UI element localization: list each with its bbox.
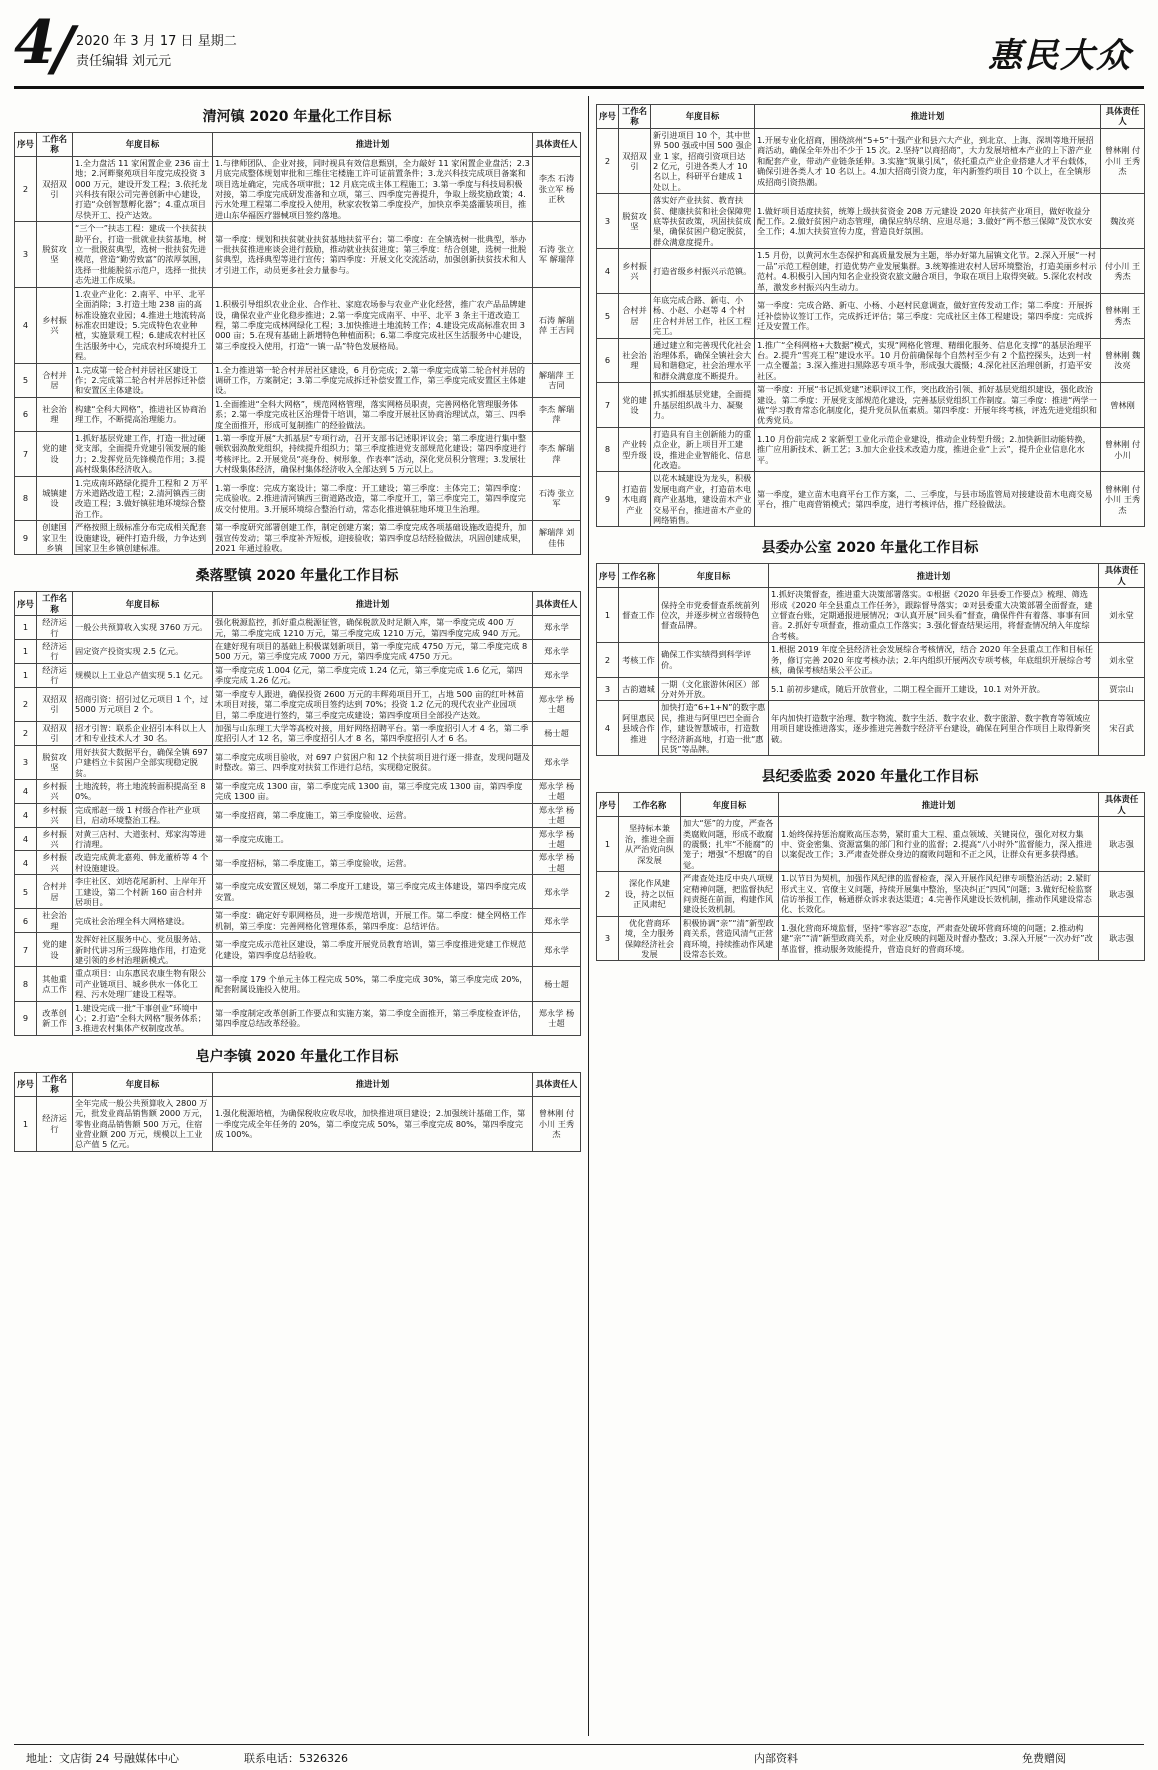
column-divider xyxy=(588,96,589,1736)
footer-free: 免费赠阅 xyxy=(1022,1752,1066,1765)
column-header: 年度目标 xyxy=(681,793,779,817)
responsible-person: 郑永学 杨士超 xyxy=(533,851,581,875)
row-number: 3 xyxy=(597,916,619,961)
work-name: 合村并居 xyxy=(37,875,73,909)
progress-plan: 1.全力推进第一轮合村并居社区建设，6 月份完成；2.第一季度完成第二轮合村并居的调研工作，方案制定；3.第二季度完成拆迁补偿安置工作，第三季度完成安置区主体建设。 xyxy=(213,363,533,397)
column-header: 具体责任人 xyxy=(1101,105,1145,129)
footer-address: 地址：文店街 24 号融媒体中心 xyxy=(26,1752,179,1765)
responsible-person: 曾林刚 付小川 王秀杰 xyxy=(533,1096,581,1151)
qinghe-table xyxy=(14,132,581,555)
progress-plan: 5.1 前初步建成，随后开放营业，二期工程全面开工建设，10.1 对外开放。 xyxy=(769,677,1099,701)
responsible-person: 李杰 解瑞萍 xyxy=(533,431,581,476)
table-row xyxy=(15,803,581,827)
row-number: 7 xyxy=(15,933,37,967)
table-row xyxy=(15,827,581,851)
row-number: 1 xyxy=(15,616,37,640)
row-number: 2 xyxy=(597,128,619,193)
annual-goal: 用好扶贫大数据平台，确保全镇 697 户建档立卡贫困户全部实现稳定脱贫。 xyxy=(73,745,213,779)
progress-plan: 1.第一季度：完成方案设计；第二季度：开工建设；第三季度：主体完工；第四季度：完成验收。2.推进清河镇西三街道路改造，第二季度开工，第三季度完工，第四季度完成交付使用。3.开展环境综合整治行动，常态化推进镇驻地环境卫生治理。 xyxy=(213,476,533,521)
column-header: 推进计划 xyxy=(769,564,1099,588)
annual-goal: 加大“惩”的力度，严查各类腐败问题，形成不敢腐的震慑；扎牢“不能腐”的笼子；增强“不想腐”的自觉。 xyxy=(681,817,779,872)
column-header: 年度目标 xyxy=(651,105,755,129)
annual-goal: “三个一”扶志工程：建成一个扶贫扶助平台，打造一批就业扶贫基地，树立一批脱贫典型，选树一批扶贫先进模范，营造“勤劳致富”的浓厚氛围，选择一批能脱贫示范户，选择一批扶志先进工作成果。 xyxy=(73,222,213,287)
annual-goal: 严格按照上级标准分布完成相关配套设施建设，硬件打造升级，力争达到国家卫生乡镇创建标准。 xyxy=(73,521,213,555)
row-number: 4 xyxy=(597,249,619,294)
column-header: 序号 xyxy=(597,105,619,129)
responsible-person: 曾林刚 付小川 王秀杰 xyxy=(1101,472,1145,527)
county-office-table xyxy=(596,563,1145,756)
progress-plan: 1.抓好决策督查，推进重大决策部署落实。①根据《2020 年县委工作要点》梳理、筛选形成《2020 年全县重点工作任务》，跟踪督导落实；②对县委重大决策部署全面督查，建立督查台账，定期通报进展情况；③认真开展“回头看”督查，确保件件有着落、事事有回音。2.抓好专项督查，推动重点工作落实；3.强化督查结果运用，将督查情况纳入年度综合考核。 xyxy=(769,588,1099,643)
table-row xyxy=(15,1001,581,1035)
progress-plan: 1.开展专业化招商，围绕滨州“5+5”十强产业和县六大产业，到北京、上海、深圳等地开展招商活动，确保全年外出不少于 15 次。2.坚持“以商招商”，大力发展培植本产业的上下游产业和配套产业，带动产业链条延伸。3.实施“筑巢引凤”，依托重点产业企业搭建人才平台载体，确保引进各类人才 10 名以上。4.加大招商引资力度，年内新签约项目 10 个以上，在全镇形成招商引资热潮。 xyxy=(755,128,1101,193)
table-row xyxy=(15,663,581,687)
annual-goal: 打造具有自主创新能力的重点企业，新上项目开工建设，推进企业智能化、信息化改造。 xyxy=(651,427,755,472)
progress-plan: 1.始终保持惩治腐败高压态势，紧盯重大工程、重点领域、关键岗位，强化对权力集中、资金密集、资源富集的部门和行业的监督；2.提高“八小时外”监督能力，深入推进以案促改工作；3.严肃查处群众身边的腐败问题和不正之风，让群众有更多获得感。 xyxy=(779,817,1099,872)
responsible-person: 郑永学 xyxy=(533,875,581,909)
row-number: 2 xyxy=(15,156,37,221)
column-header: 年度目标 xyxy=(659,564,769,588)
responsible-person: 郑永学 xyxy=(533,616,581,640)
table-header-row xyxy=(15,592,581,616)
progress-plan: 1.与律师团队、企业对接，同时视具有效信息甄别，全力敲好 11 家闲置企业盘活；2.3 月底完成整体规划审批和三维住宅楼施工许可证前置条件；3.龙兴科技完成项目备案和项目选址确定，完成各项审批；12 月底完成主体工程施工；3.第一季度与科技局积极对接，第二季度完成研发准备和立项，第三、四季度完善提升，争取上级奖励政策；4.污水处理工程第二季度投入使用，秋家农牧第二季度投产，加快京季美盛灌装项目，推进山东华福医疗器械项目签约落地。 xyxy=(213,156,533,221)
responsible-person: 杨士超 xyxy=(533,721,581,745)
table-row xyxy=(15,721,581,745)
responsible-person: 郑永学 xyxy=(533,933,581,967)
annual-goal: 严肃查处违反中央八项规定精神问题，把监督执纪问责挺在前面，构建作风建设长效机制。 xyxy=(681,872,779,917)
annual-goal: 确保工作实绩得到科学评价。 xyxy=(659,643,769,677)
work-name: 社会治理 xyxy=(37,397,73,431)
responsible-person: 郑永学 杨士超 xyxy=(533,827,581,851)
work-name: 古韵遗城 xyxy=(619,677,659,701)
row-number: 4 xyxy=(15,779,37,803)
table-row xyxy=(15,431,581,476)
annual-goal: 保持全市党委督查系统前列位次，并逐步树立省级特色督查品牌。 xyxy=(659,588,769,643)
row-number: 4 xyxy=(15,851,37,875)
annual-goal: 固定资产投资实现 2.5 亿元。 xyxy=(73,640,213,664)
progress-plan: 第一季度制定改革创新工作要点和实施方案，第二季度全面推开，第三季度检查评估，第四季度总结改革经验。 xyxy=(213,1001,533,1035)
row-number: 3 xyxy=(15,745,37,779)
responsible-person: 李杰 石涛 张立军 杨正秋 xyxy=(533,156,581,221)
table-row xyxy=(597,194,1145,249)
row-number: 3 xyxy=(597,677,619,701)
column-header: 工作名称 xyxy=(619,793,681,817)
masthead xyxy=(14,8,1144,84)
fuhuli-table xyxy=(14,1072,581,1152)
table-header-row xyxy=(15,133,581,157)
annual-goal: 土地流转，将土地流转面积提高至 80%。 xyxy=(73,779,213,803)
right-column xyxy=(596,104,1144,961)
row-number: 4 xyxy=(597,701,619,756)
row-number: 8 xyxy=(15,476,37,521)
row-number: 6 xyxy=(15,909,37,933)
table-row xyxy=(15,687,581,721)
table-row xyxy=(15,909,581,933)
progress-plan: 1.推广“全科网格+大数据”模式，实现“网格化管理、精细化服务、信息化支撑”的基层治理平台。2.提升“雪亮工程”建设水平。10 月份前确保每个自然村至少有 2 个监控探头，达到一村一点全覆盖；3.深入推进扫黑除恶专项斗争，形成强大震慑；4.深化社区治理创新，打造平安社区。 xyxy=(755,338,1101,383)
column-header: 序号 xyxy=(597,564,619,588)
page-footer xyxy=(14,1744,1144,1765)
row-number: 1 xyxy=(15,640,37,664)
responsible-person: 魏汝亮 xyxy=(1101,194,1145,249)
progress-plan: 第一季度专人跟进，确保投资 2600 万元的丰辉苑项目开工，占地 500 亩的红叶林苗木项目对接，第二季度完成项目签约达到 70%；投资 1.2 亿元的现代农业产业园项目，第二季度进行签约，第三季度完成建设；第四季度项目全部投产达效。 xyxy=(213,687,533,721)
annual-goal: 年底完成合路、新屯、小杨、小赵、小赵等 4 个村庄合村并居工作，社区工程完工。 xyxy=(651,293,755,338)
row-number: 7 xyxy=(15,431,37,476)
annual-goal: 构建“全科大网格”，推进社区协商治理工作，不断提高治理能力。 xyxy=(73,397,213,431)
annual-goal: 一般公共预算收入实现 3760 万元。 xyxy=(73,616,213,640)
work-name: 督查工作 xyxy=(619,588,659,643)
responsible-person: 杨士超 xyxy=(533,967,581,1001)
work-name: 城镇建设 xyxy=(37,476,73,521)
annual-goal: 一期（文化旅游休闲区）部分对外开放。 xyxy=(659,677,769,701)
table-header-row xyxy=(597,105,1145,129)
sangluoshu-title: 桑落墅镇 2020 年量化工作目标 xyxy=(195,568,399,585)
table-row xyxy=(597,472,1145,527)
responsible-person: 刘永堂 xyxy=(1099,588,1145,643)
progress-plan: 1.根据 2019 年度全县经济社会发展综合考核情况，结合 2020 年全县重点工作和目标任务，修订完善 2020 年度考核办法；2.年内组织开展两次专项考核，年底组织开展综合考核，确保考核结果公平公正。 xyxy=(769,643,1099,677)
table-row xyxy=(15,397,581,431)
row-number: 2 xyxy=(597,643,619,677)
progress-plan: 第一季度招标，第二季度施工，第三季度验收，运营。 xyxy=(213,851,533,875)
table-header-row xyxy=(597,564,1145,588)
progress-plan: 第二季度完成项目验收，对 697 户贫困户和 12 个扶贫项目进行逐一排查，发现问题及时整改。第三、四季度对扶贫工作进行总结，实现稳定脱贫。 xyxy=(213,745,533,779)
progress-plan: 1.做好项目适度扶贫，统筹上级扶贫资金 208 万元建设 2020 年扶贫产业项目，做好收益分配工作。2.做好贫困户动态管理，确保应纳尽纳、应退尽退；3.做好“两不愁三保障”及饮水安全工作；4.加大扶贫宣传力度，营造良好氛围。 xyxy=(755,194,1101,249)
annual-goal: 打造省级乡村振兴示范镇。 xyxy=(651,249,755,294)
progress-plan: 1.以节日为契机，加强作风纪律的监督检查，深入开展作风纪律专项整治活动；2.紧盯形式主义、官僚主义问题，持续开展集中整治，坚决纠正“四风”问题；3.做好纪检监察信访举报工作，畅通群众诉求表达渠道；4.完善作风建设长效机制，推动作风建设常态化、长效化。 xyxy=(779,872,1099,917)
responsible-person: 刘永堂 xyxy=(1099,643,1145,677)
annual-goal: 全年完成一般公共预算收入 2800 万元，批发业商品销售额 2000 万元，零售业商品销售额 500 万元，住宿业营业额 200 万元，规模以上工业总产值 5 亿元。 xyxy=(73,1096,213,1151)
table-row xyxy=(15,640,581,664)
progress-plan: 1.强化税源培植，为确保税收应收尽收，加快推进项目建设；2.加强统计基础工作，第一季度完成全年任务的 20%，第二季度完成 50%，第三季度完成 80%，第四季度完成 100%。 xyxy=(213,1096,533,1151)
responsible-person: 石涛 张立军 xyxy=(533,476,581,521)
work-name: 打造苗木电商产业 xyxy=(619,472,651,527)
responsible-person: 石涛 解瑞萍 王吉同 xyxy=(533,287,581,363)
progress-plan: 1.强化营商环境监督，坚持“零容忍”态度，严肃查处破坏营商环境的问题；2.推动构建“亲”“清”新型政商关系，对企业反映的问题及时督办整改；3.深入开展“一次办好”改革监督，推动服务效能提升，营造良好的营商环境。 xyxy=(779,916,1099,961)
sangluoshu-table xyxy=(14,591,581,1035)
table-row xyxy=(597,643,1145,677)
table-row xyxy=(597,916,1145,961)
row-number: 5 xyxy=(15,363,37,397)
footer-note: 内部资料 xyxy=(754,1752,798,1765)
progress-plan: 1.5 月份，以黄河水生态保护和高质量发展为主题，举办好第九届镇文化节。2.深入开展“一村一品”示范工程创建，打造优势产业发展集群。3.统筹推进农村人居环境整治，打造美丽乡村示范村。4.积极引入国内知名企业投资农旅文融合项目，争取在项目上取得突破。5.深化农村改革，激发乡村振兴内生动力。 xyxy=(755,249,1101,294)
responsible-person: 贾宗山 xyxy=(1099,677,1145,701)
row-number: 8 xyxy=(597,427,619,472)
table-row xyxy=(15,521,581,555)
annual-goal: 1.完成南环路绿化提升工程和 2 万平方米道路改造工程；2.清河镇西三街改造工程；3.做好镇驻地环境综合整治工作。 xyxy=(73,476,213,521)
progress-plan: 第一季度完成安置区规划，第二季度开工建设，第三季度完成主体建设，第四季度完成安置。 xyxy=(213,875,533,909)
responsible-person: 曾林刚 魏汝亮 xyxy=(1101,338,1145,383)
work-name: 合村并居 xyxy=(619,293,651,338)
row-number: 9 xyxy=(15,1001,37,1035)
responsible-person: 解瑞萍 王吉同 xyxy=(533,363,581,397)
work-name: 合村并居 xyxy=(37,363,73,397)
column-header: 工作名称 xyxy=(619,564,659,588)
responsible-person: 曾林刚 xyxy=(1101,383,1145,428)
annual-goal: 1.全力盘活 11 家闲置企业 236 亩土地；2.河畔聚苑项目年度完成投资 3000 万元，建设开发工程；3.依托龙兴科技有限公司完善创新中心建设，打造“众创智慧孵化器”；4.重点项目尽快开工、投产达效。 xyxy=(73,156,213,221)
newspaper-brand: 惠民大众 xyxy=(988,36,1132,76)
row-number: 5 xyxy=(597,293,619,338)
table-header-row xyxy=(15,1072,581,1096)
masthead-rule xyxy=(14,86,1144,89)
work-name: 双招双引 xyxy=(37,156,73,221)
page-slash: / xyxy=(52,14,74,84)
county-office-title: 县委办公室 2020 年量化工作目标 xyxy=(761,540,979,557)
work-name: 脱贫攻坚 xyxy=(619,194,651,249)
table-row xyxy=(15,616,581,640)
annual-goal: 1.农业产业化：2.南平、中平、北平全面消除；3.打造土地 238 亩的高标准设施农业园；4.推进土地流转高标准农田建设；5.完成特色农业种植，实施景观工程；6.建成农村社区生活服务中心，完成农村环境提升工程。 xyxy=(73,287,213,363)
work-name: 乡村振兴 xyxy=(619,249,651,294)
right-town-table xyxy=(596,104,1145,527)
work-name: 脱贫攻坚 xyxy=(37,222,73,287)
row-number: 4 xyxy=(15,287,37,363)
page-number: 4 xyxy=(14,8,56,78)
issue-date: 2020 年 3 月 17 日 星期二 xyxy=(76,34,237,49)
progress-plan: 1.积极引导组织农业企业、合作社、家庭农场参与农业产业化经营，推广农产品品牌建设，确保农业产业化稳步推进；2.第一季度完成南平、中平、北平 3 条主干道改造工程，第二季度完成林网绿化工程；3.加快推进土地流转工作；4.建设完成高标准农田 3000 亩；5.在现有基础上新增特色种植面积；6.第二季度完成社区生活服务中心建设，第三季度投入使用，打造“一镇一品”特色发展格局。 xyxy=(213,287,533,363)
work-name: 社会治理 xyxy=(619,338,651,383)
work-name: 产业转型升级 xyxy=(619,427,651,472)
table-row xyxy=(597,817,1145,872)
work-name: 党的建设 xyxy=(37,933,73,967)
work-name: 双招双引 xyxy=(37,687,73,721)
responsible-person: 郑永学 杨士超 xyxy=(533,803,581,827)
work-name: 乡村振兴 xyxy=(37,803,73,827)
table-row xyxy=(597,338,1145,383)
annual-goal: 积极协调“亲”“清”新型政商关系，营造风清气正营商环境，持续推动作风建设常态长效。 xyxy=(681,916,779,961)
column-header: 年度目标 xyxy=(73,592,213,616)
work-name: 坚持标本兼治，推进全面从严治党向纵深发展 xyxy=(619,817,681,872)
table-row xyxy=(597,383,1145,428)
responsible-person: 石涛 张立军 解瑞萍 xyxy=(533,222,581,287)
work-name: 乡村振兴 xyxy=(37,287,73,363)
row-number: 4 xyxy=(15,827,37,851)
row-number: 1 xyxy=(15,663,37,687)
responsible-editor: 责任编辑 刘元元 xyxy=(76,54,172,69)
row-number: 3 xyxy=(15,222,37,287)
table-row xyxy=(597,128,1145,193)
column-header: 工作名称 xyxy=(37,1072,73,1096)
column-header: 具体责任人 xyxy=(1099,564,1145,588)
annual-goal: 落实好产业扶贫、教育扶贫、健康扶贫和社会保障兜底等扶贫政策，巩固扶贫成果，确保贫困户稳定脱贫，群众满意度提升。 xyxy=(651,194,755,249)
table-row xyxy=(597,293,1145,338)
column-header: 年度目标 xyxy=(73,133,213,157)
column-header: 序号 xyxy=(15,133,37,157)
progress-plan: 1.全面推进“全科大网格”，规范网格管理，落实网格员职责，完善网格化管理服务体系；2.第一季度完成社区治理骨干培训，第二季度开展社区协商治理试点，第三、四季度全面推开，形成可复制推广的经验做法。 xyxy=(213,397,533,431)
annual-goal: 以花木城建设为龙头，积极发展电商产业，打造苗木电商产业基地，建设苗木产业交易平台，推进苗木产业的网络销售。 xyxy=(651,472,755,527)
row-number: 6 xyxy=(15,397,37,431)
row-number: 6 xyxy=(597,338,619,383)
work-name: 经济运行 xyxy=(37,663,73,687)
annual-goal: 李庄社区、刘培花尾新村、上岸年开工建设，第二个村新 160 亩合村并居项目。 xyxy=(73,875,213,909)
column-header: 序号 xyxy=(15,592,37,616)
progress-plan: 第一季度完成 1300 亩，第二季度完成 1300 亩，第三季度完成 1300 亩，第四季度完成 1300 亩。 xyxy=(213,779,533,803)
responsible-person: 曾林刚 付小川 xyxy=(1101,427,1145,472)
progress-plan: 第一季度：完成合路、新屯、小杨、小赵村民意调查，做好宣传发动工作；第二季度：开展拆迁补偿协议签订工作，完成拆迁评估；第三季度：完成社区主体工程建设；第四季度：完成拆迁及安置工作。 xyxy=(755,293,1101,338)
progress-plan: 1.第一季度开展“大抓基层”专项行动，召开支部书记述职评议会；第二季度进行集中整顿软弱涣散党组织，持续提升组织力；第三季度推进党支部规范化建设；第四季度进行考核评比。2.开展党员“亮身份、树形象、作表率”活动，深化党员积分管理；3.发展壮大村级集体经济，确保村集体经济收入全部达到 5 万元以上。 xyxy=(213,431,533,476)
progress-plan: 第一季度完成 1.004 亿元，第二季度完成 1.24 亿元，第三季度完成 1.6 亿元，第四季度完成 1.26 亿元。 xyxy=(213,663,533,687)
responsible-person: 曾林刚 王秀杰 xyxy=(1101,293,1145,338)
table-row xyxy=(15,222,581,287)
table-row xyxy=(15,967,581,1001)
column-header: 工作名称 xyxy=(619,105,651,129)
progress-plan: 第一季度完成施工。 xyxy=(213,827,533,851)
column-header: 推进计划 xyxy=(755,105,1101,129)
progress-plan: 强化税源监控，抓好重点税源征管，确保税款及时足额入库，第一季度完成 400 万元，第二季度完成 1210 万元，第三季度完成 1210 万元，第四季度完成 940 万元。 xyxy=(213,616,533,640)
responsible-person: 耿志强 xyxy=(1099,916,1145,961)
responsible-person: 郑永学 xyxy=(533,745,581,779)
row-number: 9 xyxy=(597,472,619,527)
row-number: 1 xyxy=(15,1096,37,1151)
row-number: 8 xyxy=(15,967,37,1001)
footer-phone: 联系电话：5326326 xyxy=(244,1752,348,1765)
progress-plan: 在建好现有项目的基础上积极谋划新项目，第一季度完成 4750 万元，第二季度完成 8500 万元，第三季度完成 7000 万元，第四季度完成 4750 万元。 xyxy=(213,640,533,664)
progress-plan: 第一季度研究部署创建工作，制定创建方案；第二季度完成各项基础设施改造提升，加强宣传发动；第三季度补齐短板，迎接验收；第四季度总结经验做法，巩固创建成果，2021 年通过验收。 xyxy=(213,521,533,555)
annual-goal: 对黄三店村、大道张村、郑家沟等进行清理。 xyxy=(73,827,213,851)
table-row xyxy=(15,287,581,363)
progress-plan: 第一季度 179 个单元主体工程完成 50%，第二季度完成 30%，第三季度完成 20%，配套附属设施投入使用。 xyxy=(213,967,533,1001)
annual-goal: 加快打造“6+1+N”的数字惠民，推进与阿里巴巴全面合作，建设智慧城市，打造数字经济新高地，打造一批“惠民货”等品牌。 xyxy=(659,701,769,756)
work-name: 党的建设 xyxy=(619,383,651,428)
progress-plan: 第一季度：确定好专职网格员，进一步规范培训，开展工作。第二季度：健全网格工作机制，第三季度：完善网格化管理体系，第四季度：总结评估。 xyxy=(213,909,533,933)
annual-goal: 招商引资：招引过亿元项目 1 个，过 5000 万元项目 2 个。 xyxy=(73,687,213,721)
row-number: 4 xyxy=(15,803,37,827)
column-header: 推进计划 xyxy=(779,793,1099,817)
work-name: 优化营商环境，全力服务保障经济社会发展 xyxy=(619,916,681,961)
responsible-person: 李杰 解瑞萍 xyxy=(533,397,581,431)
responsible-person: 宋召武 xyxy=(1099,701,1145,756)
work-name: 经济运行 xyxy=(37,1096,73,1151)
work-name: 乡村振兴 xyxy=(37,827,73,851)
responsible-person: 解瑞萍 刘佳伟 xyxy=(533,521,581,555)
table-row xyxy=(597,677,1145,701)
progress-plan: 第一季度：开展“书记抓党建”述职评议工作，突出政治引领、抓好基层党组织建设，强化政治建设。第二季度：开展党支部规范化建设，完善基层党组织工作制度。第三季度：推进“两学一做”学习教育常态化制度化，提升党员队伍素质。第四季度：开展年终考核，评选先进党组织和优秀党员。 xyxy=(755,383,1101,428)
annual-goal: 1.抓好基层党建工作，打造一批过硬党支部，全面提升党建引领发展的能力；2.发挥党员先锋模范作用；3.提高村级集体经济收入。 xyxy=(73,431,213,476)
column-header: 推进计划 xyxy=(213,1072,533,1096)
column-header: 序号 xyxy=(597,793,619,817)
fuhuli-title: 皂户李镇 2020 年量化工作目标 xyxy=(195,1048,399,1065)
responsible-person: 付小川 王秀杰 xyxy=(1101,249,1145,294)
responsible-person: 郑永学 xyxy=(533,640,581,664)
work-name: 乡村振兴 xyxy=(37,779,73,803)
column-header: 具体责任人 xyxy=(1099,793,1145,817)
progress-plan: 第一季度完成示范社区建设，第二季度开展党员教育培训，第三季度推进党建工作规范化建设，第四季度总结验收。 xyxy=(213,933,533,967)
row-number: 9 xyxy=(15,521,37,555)
work-name: 双招双引 xyxy=(619,128,651,193)
left-column xyxy=(14,100,580,1152)
discipline-table xyxy=(596,792,1145,961)
column-header: 推进计划 xyxy=(213,592,533,616)
annual-goal: 重点项目：山东惠民农康生物有限公司产业链项目、城乡供水一体化工程、污水处理厂建设工程等。 xyxy=(73,967,213,1001)
responsible-person: 耿志强 xyxy=(1099,817,1145,872)
table-row xyxy=(15,1096,581,1151)
column-header: 具体责任人 xyxy=(533,133,581,157)
row-number: 3 xyxy=(597,194,619,249)
table-row xyxy=(15,851,581,875)
work-name: 社会治理 xyxy=(37,909,73,933)
annual-goal: 规模以上工业总产值实现 5.1 亿元。 xyxy=(73,663,213,687)
table-row xyxy=(15,156,581,221)
responsible-person: 曾林刚 付小川 王秀杰 xyxy=(1101,128,1145,193)
column-header: 推进计划 xyxy=(213,133,533,157)
work-name: 乡村振兴 xyxy=(37,851,73,875)
column-header: 序号 xyxy=(15,1072,37,1096)
annual-goal: 完成社会治理全科大网格建设。 xyxy=(73,909,213,933)
annual-goal: 抓实抓细基层党建，全面提升基层组织战斗力、凝聚力。 xyxy=(651,383,755,428)
row-number: 1 xyxy=(597,817,619,872)
work-name: 深化作风建设，持之以恒正风肃纪 xyxy=(619,872,681,917)
column-header: 工作名称 xyxy=(37,133,73,157)
progress-plan: 第一季度，建立苗木电商平台工作方案，二、三季度，与县市场监管局对接建设苗木电商交易平台，推广电商营销模式；第四季度，进行考核评估，推广经验做法。 xyxy=(755,472,1101,527)
row-number: 1 xyxy=(597,588,619,643)
work-name: 经济运行 xyxy=(37,640,73,664)
table-row xyxy=(597,249,1145,294)
annual-goal: 发挥好社区服务中心、党员服务站、新时代讲习所三级阵地作用，打造党建引领的乡村治理新模式。 xyxy=(73,933,213,967)
column-header: 年度目标 xyxy=(73,1072,213,1096)
column-header: 具体责任人 xyxy=(533,1072,581,1096)
row-number: 7 xyxy=(597,383,619,428)
work-name: 考核工作 xyxy=(619,643,659,677)
work-name: 其他重点工作 xyxy=(37,967,73,1001)
column-header: 工作名称 xyxy=(37,592,73,616)
responsible-person: 郑永学 xyxy=(533,909,581,933)
table-row xyxy=(15,933,581,967)
row-number: 2 xyxy=(15,687,37,721)
responsible-person: 郑永学 杨士超 xyxy=(533,687,581,721)
row-number: 5 xyxy=(15,875,37,909)
table-row xyxy=(597,427,1145,472)
table-row xyxy=(15,779,581,803)
table-row xyxy=(15,745,581,779)
progress-plan: 第一季度：规划和扶贫就业扶贫基地扶贫平台；第二季度：在全镇选树一批典型，举办一批扶贫推进座谈会进行鼓励，推动就业扶贫进度；第三季度：结合创建，选树一批脱贫典型，选择典型等进行宣传；第四季度：开展文化交流活动，加强创新扶贫技术和人才引进工作，动员更多社会力量参与。 xyxy=(213,222,533,287)
annual-goal: 改造完成黄北嘉苑、韩龙董桥等 4 个村设施建设。 xyxy=(73,851,213,875)
row-number: 2 xyxy=(597,872,619,917)
annual-goal: 完成邢赵一级 1 村级合作社产业项目，启动环境整治工程。 xyxy=(73,803,213,827)
annual-goal: 通过建立和完善现代化社会治理体系，确保全镇社会大局和谐稳定，社会治理水平和群众满意度不断提升。 xyxy=(651,338,755,383)
progress-plan: 加强与山东理工大学等高校对接，用好网络招聘平台。第一季度招引人才 4 名，第二季度招引人才 12 名，第三季度招引人才 8 名，第四季度招引人才 6 名。 xyxy=(213,721,533,745)
progress-plan: 1.10 月份前完成 2 家新型工业化示范企业建设，推动企业转型升级；2.加快新旧动能转换，推广应用新技术、新工艺；3.加大企业技术改造力度，推进企业“上云”，提升企业信息化水平。 xyxy=(755,427,1101,472)
table-row xyxy=(597,701,1145,756)
annual-goal: 新引进项目 10 个，其中世界 500 强或中国 500 强企业 1 家，招商引资项目达 2 亿元，引进各类人才 10 名以上，科研平台建成 1 处以上。 xyxy=(651,128,755,193)
progress-plan: 第一季度招商，第二季度施工，第三季度验收、运营。 xyxy=(213,803,533,827)
work-name: 改革创新工作 xyxy=(37,1001,73,1035)
row-number: 2 xyxy=(15,721,37,745)
column-header: 具体责任人 xyxy=(533,592,581,616)
progress-plan: 年内加快打造数字治理、数字物流、数字生活、数字农业、数字旅游、数字教育等领域应用项目建设推进落实，逐步推进完善数字经济平台建设，确保在阿里合作项目上取得新突破。 xyxy=(769,701,1099,756)
table-row xyxy=(15,363,581,397)
table-row xyxy=(597,872,1145,917)
responsible-person: 郑永学 杨士超 xyxy=(533,779,581,803)
work-name: 双招双引 xyxy=(37,721,73,745)
annual-goal: 1.完成第一轮合村并居社区建设工作；2.完成第二轮合村并居拆迁补偿和安置区主体建设。 xyxy=(73,363,213,397)
responsible-person: 郑永学 xyxy=(533,663,581,687)
annual-goal: 1.建设完成一批“干事创业”环境中心；2.打造“全科大网格”服务体系；3.推进农村集体产权制度改革。 xyxy=(73,1001,213,1035)
work-name: 阿里惠民县域合作推进 xyxy=(619,701,659,756)
work-name: 经济运行 xyxy=(37,616,73,640)
table-header-row xyxy=(597,793,1145,817)
table-row xyxy=(15,875,581,909)
table-row xyxy=(15,476,581,521)
annual-goal: 招才引智：联系企业招引本科以上人才和专业技术人才 30 名。 xyxy=(73,721,213,745)
work-name: 党的建设 xyxy=(37,431,73,476)
qinghe-title: 清河镇 2020 年量化工作目标 xyxy=(202,109,392,125)
responsible-person: 郑永学 杨士超 xyxy=(533,1001,581,1035)
discipline-title: 县纪委监委 2020 年量化工作目标 xyxy=(761,769,979,786)
responsible-person: 耿志强 xyxy=(1099,872,1145,917)
work-name: 创建国家卫生乡镇 xyxy=(37,521,73,555)
table-row xyxy=(597,588,1145,643)
work-name: 脱贫攻坚 xyxy=(37,745,73,779)
